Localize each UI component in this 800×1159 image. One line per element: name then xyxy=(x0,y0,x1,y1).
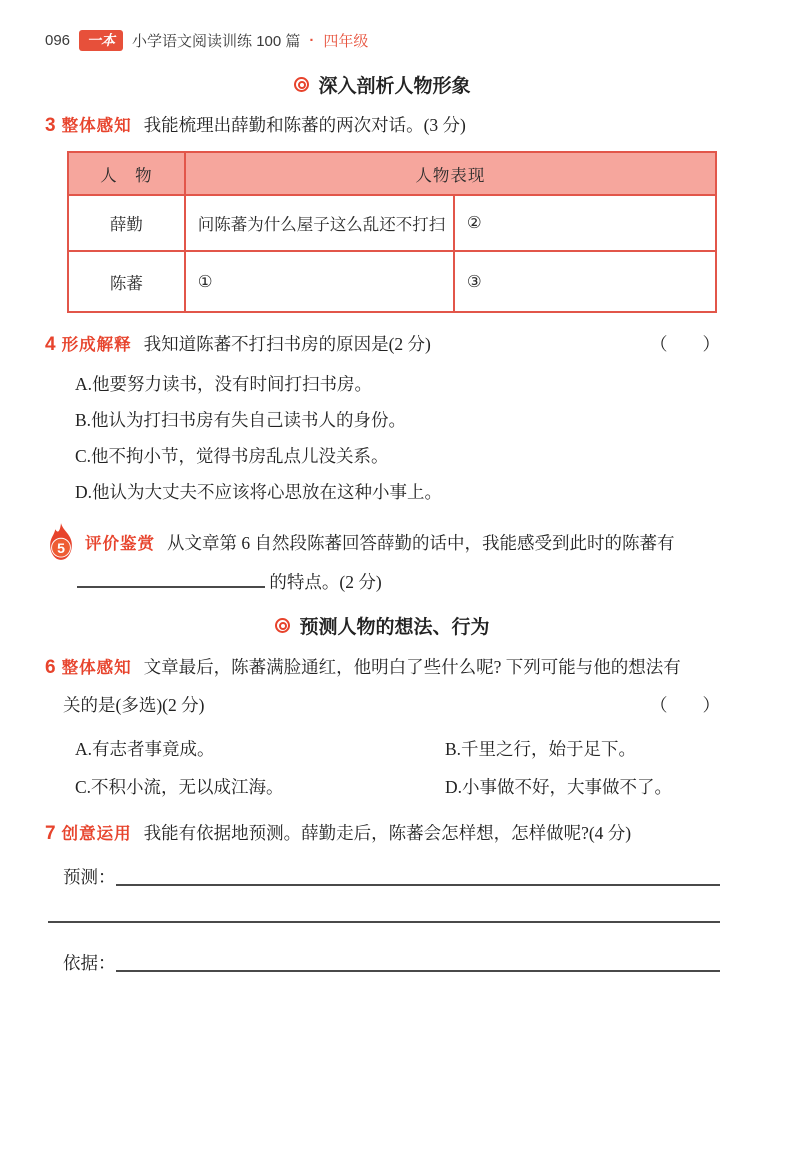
question-3-text: 我能梳理出薛勤和陈蕃的两次对话。(3 分) xyxy=(143,115,466,135)
option-a: A.有志者事竟成。 xyxy=(75,739,215,759)
question-4-tag: 形成解释 xyxy=(61,336,132,354)
question-3-tag: 整体感知 xyxy=(61,117,132,135)
answer-blank xyxy=(77,571,265,589)
question-7-number: 7 xyxy=(45,823,56,844)
brand-badge: 一本 xyxy=(79,30,123,51)
header-person: 人 物 xyxy=(68,152,185,195)
option-d: D.他认为大丈夫不应该将心思放在这种小事上。 xyxy=(75,482,443,502)
question-6-options xyxy=(75,730,720,806)
option-c: C.他不拘小节，觉得书房乱点儿没关系。 xyxy=(75,446,389,466)
cell-dialogue-2: ① xyxy=(185,251,454,312)
answer-brackets: （ ） xyxy=(650,334,720,354)
option-a: A.他要努力读书，没有时间打扫书房。 xyxy=(75,374,373,394)
cell-person-1: 薛勤 xyxy=(68,195,185,251)
question-7-tag: 创意运用 xyxy=(61,825,132,843)
question-5-line2 xyxy=(77,562,720,602)
question-3 xyxy=(45,110,720,141)
cell-response-2: ③ xyxy=(454,251,716,312)
section-title-text: 预测人物的想法、行为 xyxy=(299,617,490,638)
question-6-text-line1: 文章最后，陈蕃满脸通红，他明白了些什么呢? 下列可能与他的想法有 xyxy=(143,657,681,677)
question-5 xyxy=(45,522,720,562)
question-5-number: 5 xyxy=(57,539,65,556)
answer-brackets: （ ） xyxy=(650,695,720,715)
header-performance: 人物表现 xyxy=(185,152,716,195)
predict-label: 预测： xyxy=(63,867,116,887)
question-7-text: 我能有依据地预测。薛勤走后，陈蕃会怎样想，怎样做呢?(4 分) xyxy=(143,823,632,843)
question-5-text-suffix: 的特点。(2 分) xyxy=(269,572,382,592)
option-b: B.千里之行，始于足下。 xyxy=(445,739,637,759)
question-4 xyxy=(45,329,720,360)
grade-label: 四年级 xyxy=(323,33,369,50)
cell-person-2: 陈蕃 xyxy=(68,251,185,312)
question-6-line2 xyxy=(63,687,720,724)
question-6-number: 6 xyxy=(45,657,56,678)
separator-dot: · xyxy=(309,32,315,49)
dialogue-table xyxy=(67,151,717,313)
section-title-text: 深入剖析人物形象 xyxy=(318,76,471,97)
basis-label: 依据： xyxy=(63,953,116,973)
answer-line-continuation xyxy=(48,921,720,923)
option-c: C.不积小流，无以成江海。 xyxy=(75,777,284,797)
cell-response-1: ② xyxy=(454,195,716,251)
question-4-number: 4 xyxy=(45,334,56,355)
option-b: B.他认为打扫书房有失自己读书人的身份。 xyxy=(75,410,407,430)
question-6-text-line2: 关的是(多选)(2 分) xyxy=(63,695,205,715)
cell-dialogue-1: 问陈蕃为什么屋子这么乱还不打扫 xyxy=(185,195,454,251)
section-title-predict-behavior xyxy=(45,612,720,639)
question-4-text: 我知道陈蕃不打扫书房的原因是(2 分) xyxy=(143,334,431,354)
bullseye-icon xyxy=(294,77,309,92)
flame-number-icon xyxy=(45,522,77,562)
question-6 xyxy=(45,649,720,687)
question-3-number: 3 xyxy=(45,115,56,136)
predict-answer-row xyxy=(63,863,720,891)
question-4-options xyxy=(45,366,720,510)
page-number: 096 xyxy=(45,32,71,49)
basis-answer-row xyxy=(63,949,720,977)
table-header-row xyxy=(68,152,716,195)
page-header xyxy=(45,30,720,51)
table-row xyxy=(68,251,716,312)
series-title: 小学语文阅读训练 100 篇 xyxy=(132,33,301,50)
bullseye-icon xyxy=(275,618,290,633)
option-d: D.小事做不好，大事做不了。 xyxy=(445,777,673,797)
table-row xyxy=(68,195,716,251)
section-title-analyze-character xyxy=(45,71,720,98)
question-6-tag: 整体感知 xyxy=(61,659,132,677)
answer-line xyxy=(116,970,721,972)
question-7 xyxy=(45,818,720,849)
question-5-tag: 评价鉴赏 xyxy=(85,535,155,553)
answer-line xyxy=(116,884,721,886)
question-5-text: 从文章第 6 自然段陈蕃回答薛勤的话中，我能感受到此时的陈蕃有 xyxy=(167,532,675,553)
